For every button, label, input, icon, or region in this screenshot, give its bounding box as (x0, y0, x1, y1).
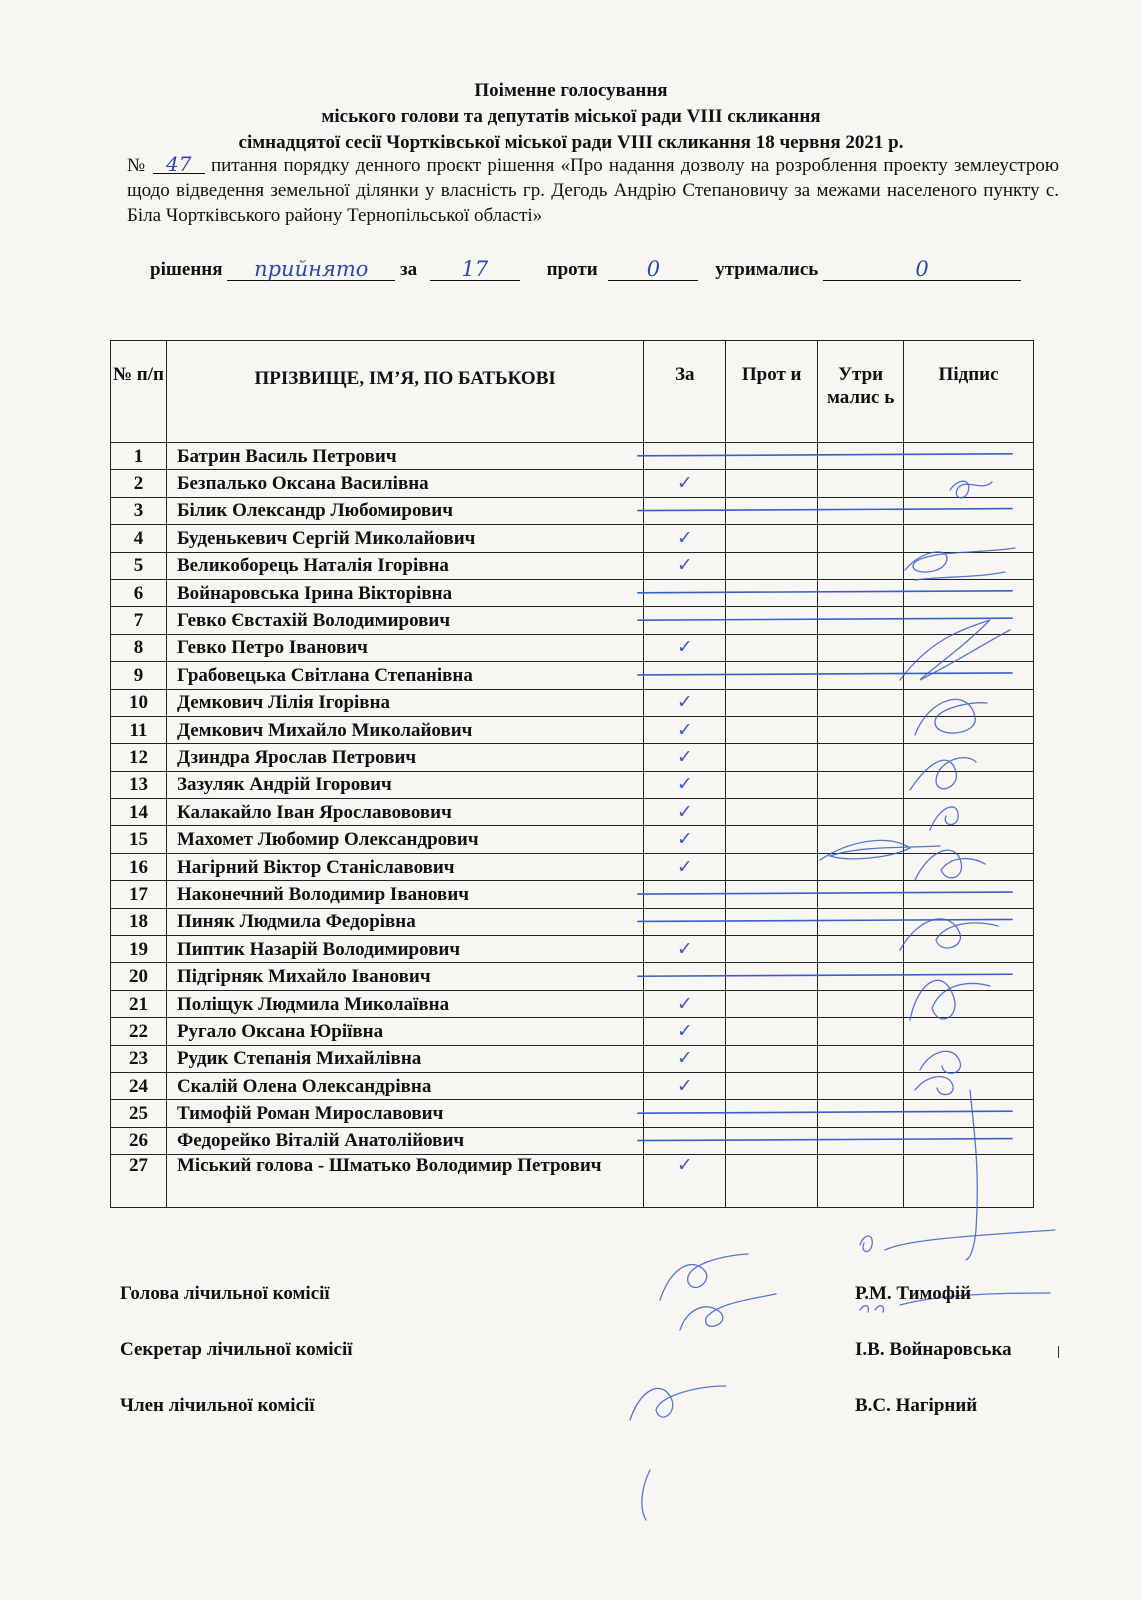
row-vote-abstained (818, 1100, 904, 1127)
row-vote-abstained (818, 853, 904, 880)
row-vote-for (644, 662, 726, 689)
row-vote-abstained (818, 1155, 904, 1208)
row-number: 19 (111, 936, 167, 963)
row-vote-against (726, 716, 818, 743)
row-signature (904, 936, 1034, 963)
row-number: 22 (111, 1018, 167, 1045)
row-vote-against (726, 936, 818, 963)
row-vote-against (726, 525, 818, 552)
row-vote-abstained (818, 826, 904, 853)
row-number: 25 (111, 1100, 167, 1127)
table-row (111, 716, 1034, 743)
row-vote-against (726, 1072, 818, 1099)
row-vote-abstained (818, 470, 904, 497)
row-number: 17 (111, 881, 167, 908)
row-name: Войнаровська Ірина Вікторівна (166, 579, 643, 606)
row-vote-abstained (818, 607, 904, 634)
table-row (111, 1127, 1034, 1154)
row-name: Гевко Євстахій Володимирович (166, 607, 643, 634)
table-row (111, 443, 1034, 470)
row-number: 2 (111, 470, 167, 497)
row-name: Міський голова - Шматько Володимир Петрович (166, 1155, 643, 1208)
table-row (111, 689, 1034, 716)
row-vote-against (726, 963, 818, 990)
row-number: 6 (111, 579, 167, 606)
table-row (111, 936, 1034, 963)
row-number: 13 (111, 771, 167, 798)
row-number: 10 (111, 689, 167, 716)
row-number: 21 (111, 990, 167, 1017)
row-vote-abstained (818, 1072, 904, 1099)
row-name: Калакайло Іван Ярославовович (166, 799, 643, 826)
initials-chair (860, 1230, 1055, 1252)
row-name: Демкович Михайло Миколайович (166, 716, 643, 743)
header-for: За (644, 341, 726, 443)
row-signature (904, 470, 1034, 497)
row-vote-abstained (818, 443, 904, 470)
row-vote-against (726, 853, 818, 880)
row-vote-for (644, 1100, 726, 1127)
table-row (111, 470, 1034, 497)
row-number: 14 (111, 799, 167, 826)
row-vote-for: ✓ (644, 936, 726, 963)
title-line-2: міського голови та депутатів міської ради VIII скликання (321, 106, 821, 127)
table-row (111, 799, 1034, 826)
decision-label: рішення (150, 259, 223, 280)
table-row (111, 607, 1034, 634)
row-number: 9 (111, 662, 167, 689)
row-signature (904, 634, 1034, 661)
row-vote-against (726, 881, 818, 908)
question-number: 47 (153, 155, 205, 174)
table-row (111, 990, 1034, 1017)
row-number: 1 (111, 443, 167, 470)
signature-chair (660, 1254, 748, 1300)
decision-line (150, 258, 1021, 281)
row-name: Зазуляк Андрій Ігорович (166, 771, 643, 798)
commission-secretary-label: Секретар лічильної комісії (120, 1339, 353, 1360)
row-vote-against (726, 990, 818, 1017)
row-vote-for: ✓ (644, 1018, 726, 1045)
row-vote-for: ✓ (644, 799, 726, 826)
row-vote-against (726, 662, 818, 689)
decision-value: прийнято (227, 258, 395, 281)
header-name: ПРІЗВИЩЕ, ІМ’Я, ПО БАТЬКОВІ (166, 341, 643, 443)
table-row (111, 1100, 1034, 1127)
header-signature: Підпис (904, 341, 1034, 443)
row-signature (904, 716, 1034, 743)
row-signature (904, 497, 1034, 524)
row-name: Рудик Степанія Михайлівна (166, 1045, 643, 1072)
row-number: 24 (111, 1072, 167, 1099)
row-vote-abstained (818, 936, 904, 963)
vote-table-header (111, 341, 1034, 443)
title-line-3: сімнадцятої сесії Чортківської міської ради VIII скликання 18 червня 2021 р. (238, 132, 904, 153)
against-label: проти (546, 259, 598, 280)
agenda-question (127, 153, 1059, 228)
question-number-prefix: № (127, 155, 147, 176)
row-name: Дзиндра Ярослав Петрович (166, 744, 643, 771)
title-line-1: Поіменне голосування (474, 80, 668, 101)
abstained-label: утримались (715, 259, 819, 280)
row-name: Буденькевич Сергій Миколайович (166, 525, 643, 552)
row-vote-for (644, 607, 726, 634)
row-vote-for: ✓ (644, 552, 726, 579)
row-signature (904, 607, 1034, 634)
row-name: Пиняк Людмила Федорівна (166, 908, 643, 935)
table-row (111, 634, 1034, 661)
row-vote-for (644, 908, 726, 935)
row-name: Махомет Любомир Олександрович (166, 826, 643, 853)
row-vote-against (726, 634, 818, 661)
row-vote-for (644, 497, 726, 524)
row-vote-for (644, 963, 726, 990)
question-text: питання порядку денного проєкт рішення «Про надання дозволу на розроблення проекту землеустрою щодо відведення земельної ділянки у власність гр. Дегодь Андрію Степановичу за межами населеного пункту с. Біла Чортківського району Тернопільської області» (127, 155, 1060, 226)
row-vote-for: ✓ (644, 771, 726, 798)
row-signature (904, 908, 1034, 935)
table-row (111, 826, 1034, 853)
row-vote-against (726, 1127, 818, 1154)
row-vote-against (726, 1155, 818, 1208)
commission-member-label: Член лічильної комісії (120, 1395, 315, 1416)
row-name: Тимофій Роман Мирославович (166, 1100, 643, 1127)
row-vote-against (726, 771, 818, 798)
row-vote-abstained (818, 634, 904, 661)
row-vote-for (644, 1127, 726, 1154)
row-vote-against (726, 470, 818, 497)
row-name: Ругало Оксана Юріївна (166, 1018, 643, 1045)
row-vote-for (644, 579, 726, 606)
row-number: 8 (111, 634, 167, 661)
row-name: Великоборець Наталія Ігорівна (166, 552, 643, 579)
signature-secretary (680, 1294, 776, 1330)
header-against: Прот и (726, 341, 818, 443)
table-row (111, 881, 1034, 908)
row-signature (904, 525, 1034, 552)
row-vote-against (726, 826, 818, 853)
row-signature (904, 662, 1034, 689)
row-vote-against (726, 1045, 818, 1072)
row-signature (904, 579, 1034, 606)
row-vote-for: ✓ (644, 470, 726, 497)
row-number: 26 (111, 1127, 167, 1154)
row-vote-abstained (818, 963, 904, 990)
row-vote-against (726, 497, 818, 524)
row-signature (904, 1018, 1034, 1045)
row-vote-against (726, 799, 818, 826)
row-vote-for: ✓ (644, 525, 726, 552)
row-signature (904, 1072, 1034, 1099)
row-vote-abstained (818, 799, 904, 826)
row-number: 12 (111, 744, 167, 771)
table-row (111, 525, 1034, 552)
table-row (111, 1018, 1034, 1045)
row-number: 18 (111, 908, 167, 935)
row-vote-against (726, 607, 818, 634)
row-vote-abstained (818, 1018, 904, 1045)
row-number: 16 (111, 853, 167, 880)
row-number: 15 (111, 826, 167, 853)
row-vote-abstained (818, 908, 904, 935)
commission-chair-label: Голова лічильної комісії (120, 1283, 330, 1304)
row-vote-against (726, 689, 818, 716)
commission-chair-name: Р.М. Тимофій (855, 1283, 972, 1304)
row-name: Наконечний Володимир Іванович (166, 881, 643, 908)
row-name: Федорейко Віталій Анатолійович (166, 1127, 643, 1154)
signature-member (630, 1386, 726, 1520)
row-vote-for: ✓ (644, 716, 726, 743)
row-name: Скалій Олена Олександрівна (166, 1072, 643, 1099)
row-vote-abstained (818, 552, 904, 579)
row-vote-abstained (818, 579, 904, 606)
row-name: Грабовецька Світлана Степанівна (166, 662, 643, 689)
row-number: 5 (111, 552, 167, 579)
row-vote-against (726, 443, 818, 470)
row-vote-for: ✓ (644, 689, 726, 716)
row-signature (904, 1100, 1034, 1127)
row-name: Батрин Василь Петрович (166, 443, 643, 470)
row-vote-abstained (818, 662, 904, 689)
row-vote-abstained (818, 990, 904, 1017)
row-signature (904, 963, 1034, 990)
row-signature (904, 853, 1034, 880)
row-vote-for: ✓ (644, 744, 726, 771)
table-row (111, 853, 1034, 880)
row-signature (904, 1127, 1034, 1154)
row-signature (904, 826, 1034, 853)
row-vote-for: ✓ (644, 990, 726, 1017)
for-value: 17 (430, 258, 520, 281)
against-value: 0 (608, 258, 698, 281)
table-row (111, 744, 1034, 771)
row-vote-abstained (818, 771, 904, 798)
row-vote-abstained (818, 525, 904, 552)
row-vote-abstained (818, 881, 904, 908)
table-row (111, 579, 1034, 606)
row-vote-abstained (818, 716, 904, 743)
row-name: Нагірний Віктор Станіславович (166, 853, 643, 880)
row-vote-for: ✓ (644, 1045, 726, 1072)
row-signature (904, 744, 1034, 771)
row-vote-for: ✓ (644, 826, 726, 853)
row-vote-abstained (818, 744, 904, 771)
row-name: Пиптик Назарій Володимирович (166, 936, 643, 963)
row-signature (904, 1045, 1034, 1072)
row-signature (904, 443, 1034, 470)
table-row (111, 662, 1034, 689)
table-row (111, 1045, 1034, 1072)
row-number: 11 (111, 716, 167, 743)
row-vote-for: ✓ (644, 1072, 726, 1099)
row-signature (904, 1155, 1034, 1208)
commission-secretary-name: І.В. Войнаровська (855, 1339, 1012, 1360)
row-vote-against (726, 744, 818, 771)
header-num: № п/п (111, 341, 167, 443)
row-vote-against (726, 908, 818, 935)
table-row (111, 908, 1034, 935)
row-vote-abstained (818, 689, 904, 716)
row-number: 7 (111, 607, 167, 634)
row-vote-abstained (818, 497, 904, 524)
row-vote-against (726, 552, 818, 579)
margin-tick (1058, 1346, 1059, 1358)
table-row (111, 1155, 1034, 1208)
header-abstained: Утри малис ь (818, 341, 904, 443)
commission-member-name: В.С. Нагірний (855, 1395, 978, 1416)
row-name: Білик Олександр Любомирович (166, 497, 643, 524)
row-name: Гевко Петро Іванович (166, 634, 643, 661)
row-number: 20 (111, 963, 167, 990)
row-signature (904, 689, 1034, 716)
row-name: Безпалько Оксана Василівна (166, 470, 643, 497)
row-vote-for (644, 443, 726, 470)
row-number: 27 (111, 1155, 167, 1208)
row-signature (904, 881, 1034, 908)
row-vote-for (644, 881, 726, 908)
table-row (111, 771, 1034, 798)
table-row (111, 497, 1034, 524)
for-label: за (400, 259, 418, 280)
abstained-value: 0 (823, 258, 1021, 281)
row-number: 3 (111, 497, 167, 524)
row-name: Демкович Лілія Ігорівна (166, 689, 643, 716)
row-vote-for: ✓ (644, 853, 726, 880)
row-number: 23 (111, 1045, 167, 1072)
row-name: Підгірняк Михайло Іванович (166, 963, 643, 990)
row-vote-against (726, 1018, 818, 1045)
row-signature (904, 799, 1034, 826)
row-signature (904, 990, 1034, 1017)
table-row (111, 963, 1034, 990)
table-row (111, 1072, 1034, 1099)
row-vote-for: ✓ (644, 1155, 726, 1208)
table-row (111, 552, 1034, 579)
row-vote-against (726, 1100, 818, 1127)
row-vote-for: ✓ (644, 634, 726, 661)
row-vote-abstained (818, 1045, 904, 1072)
row-vote-abstained (818, 1127, 904, 1154)
vote-table (110, 340, 1034, 1208)
row-number: 4 (111, 525, 167, 552)
row-signature (904, 552, 1034, 579)
row-signature (904, 771, 1034, 798)
row-vote-against (726, 579, 818, 606)
row-name: Поліщук Людмила Миколаївна (166, 990, 643, 1017)
